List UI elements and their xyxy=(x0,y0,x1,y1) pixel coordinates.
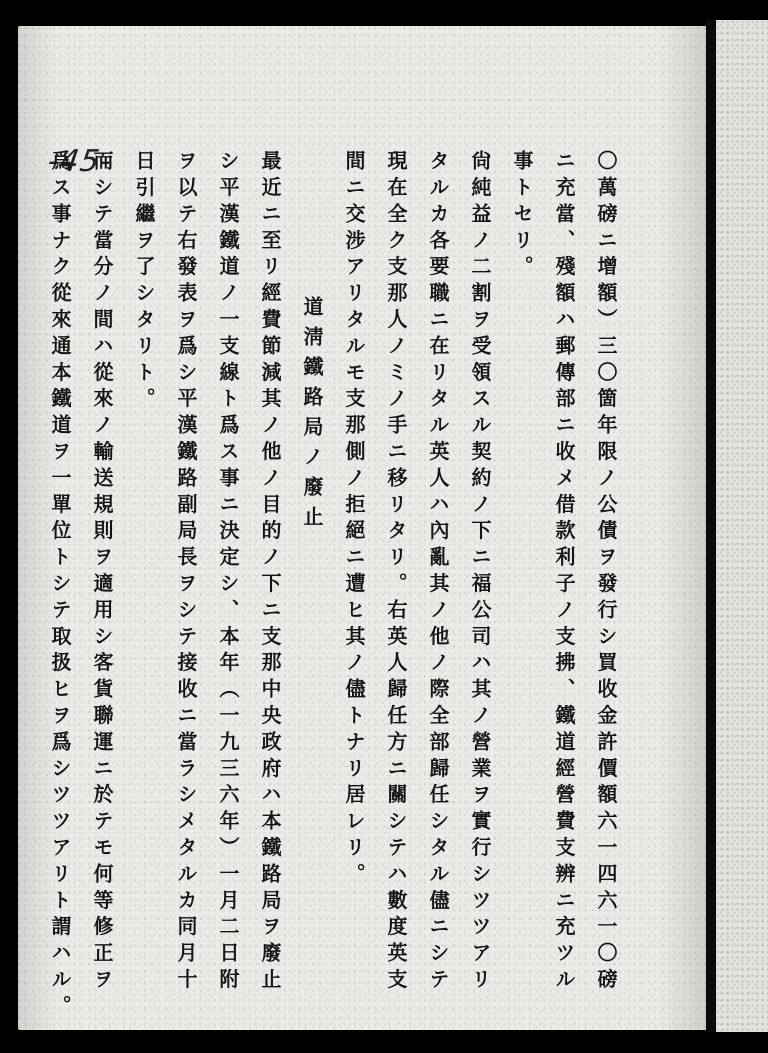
text-column-7: 間ニ交涉アリタルモ支那側ノ拒絕ニ遭ヒ其ノ儘トナリ居レリ。 xyxy=(342,150,366,890)
text-column-12: 日引繼ヲ了シタリト。 xyxy=(132,150,156,414)
text-column-11: ヲ以テ右發表ヲ爲シ平漢鐵路副局長ヲシテ接收ニ當ラシメタルカ同月十 xyxy=(174,150,198,995)
text-column-4: 尙純益ノ二割ヲ受領スル契約ノ下ニ福公司ハ其ノ營業ヲ實行シツツアリ xyxy=(468,150,492,995)
text-column-14: 爲ス事ナク從來通本鐵道ヲ一單位トシテ取扱ヒヲ爲シツツアリト謂ハル。 xyxy=(48,150,72,1022)
page-number: -45- xyxy=(45,144,115,179)
text-column-10: シ平漢鐵道ノ一支線ト爲ス事ニ決定シ、本年（一九三六年）一月二日附 xyxy=(216,150,240,995)
adjacent-page-edge xyxy=(716,20,768,1032)
text-column-13: 而シテ當分ノ間ハ從來ノ輸送規則ヲ適用シ客貨聯運ニ於テモ何等修正ヲ xyxy=(90,150,114,995)
text-column-6: 現在全ク支那人ノミノ手ニ移リタリ。右英人歸任方ニ關シテハ數度英支 xyxy=(384,150,408,995)
text-column-1: 〇萬磅ニ增額）三〇箇年限ノ公債ヲ發行シ買收金許價額六一四六一〇磅 xyxy=(594,150,618,995)
section-heading: 道淸鐵路局ノ廢止 xyxy=(300,296,324,536)
text-column-3: 事トセリ。 xyxy=(510,150,534,282)
text-column-5: タルカ各要職ニ在リタル英人ハ內亂其ノ他ノ際全部歸任シタル儘ニシテ xyxy=(426,150,450,995)
text-column-9: 最近ニ至リ經費節減其ノ他ノ目的ノ下ニ支那中央政府ハ本鐵路局ヲ廢止 xyxy=(258,150,282,995)
book-gutter xyxy=(706,20,716,1032)
text-column-2: ニ充當、殘額ハ郵傳部ニ收メ借款利子ノ支拂、鐵道經營費支辨ニ充ツル xyxy=(552,150,576,995)
